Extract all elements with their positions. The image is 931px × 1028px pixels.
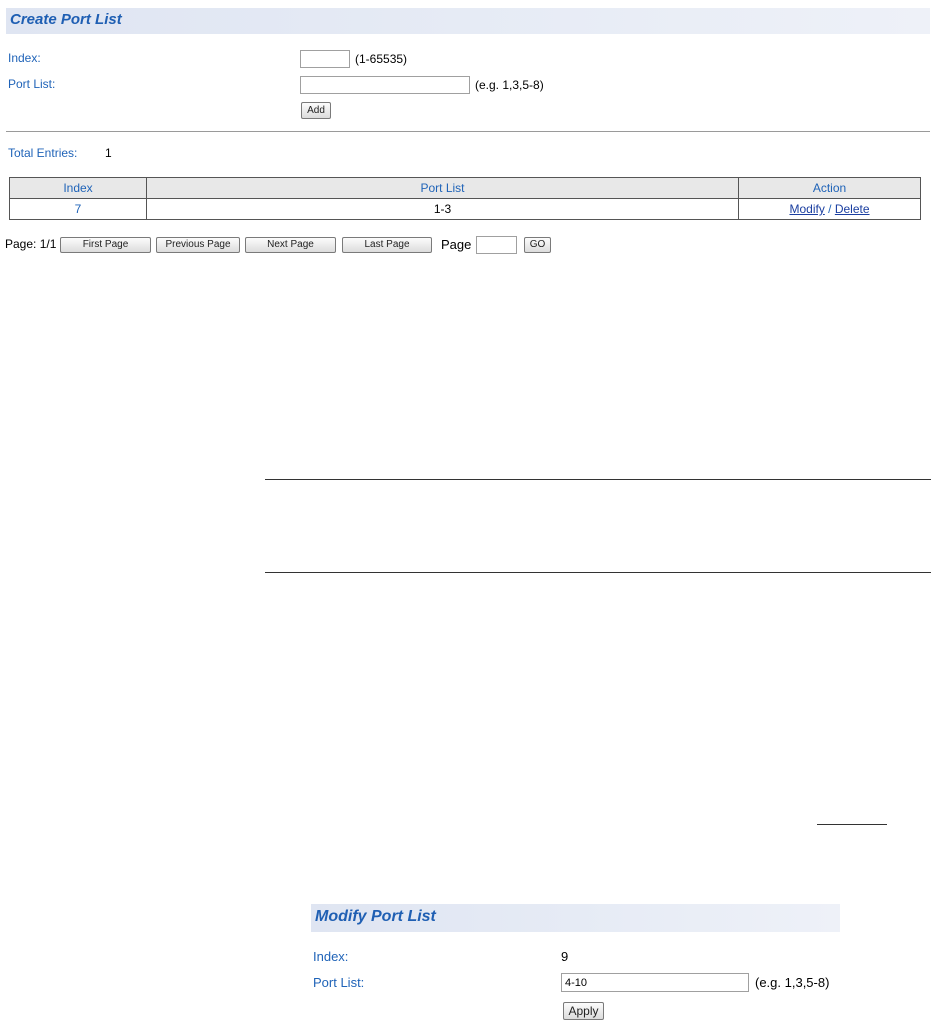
row-index-cell: 7 xyxy=(10,199,147,220)
last-page-button[interactable]: Last Page xyxy=(342,237,432,253)
modify-index-label: Index: xyxy=(313,949,349,964)
table-row xyxy=(10,199,921,220)
previous-page-button[interactable]: Previous Page xyxy=(156,237,240,253)
create-index-hint: (1-65535) xyxy=(355,52,408,66)
modify-title: Modify Port List xyxy=(315,908,436,925)
create-title: Create Port List xyxy=(10,11,122,28)
total-entries-label: Total Entries: xyxy=(8,146,78,160)
create-index-label: Index: xyxy=(8,51,41,65)
rule-top xyxy=(265,479,931,480)
port-list-table xyxy=(9,177,921,220)
add-button[interactable]: Add xyxy=(301,102,331,119)
total-entries-value: 1 xyxy=(105,146,112,160)
rule-short xyxy=(817,824,887,825)
modify-portlist-label: Port List: xyxy=(313,975,365,990)
next-page-button[interactable]: Next Page xyxy=(245,237,336,253)
create-portlist-label: Port List: xyxy=(8,77,56,91)
page-jump-label: Page xyxy=(441,237,472,252)
modify-portlist-hint: (e.g. 1,3,5-8) xyxy=(755,975,830,990)
page-jump-input[interactable] xyxy=(476,236,517,254)
table-header-row xyxy=(10,178,921,199)
modify-index-value: 9 xyxy=(561,949,569,964)
create-portlist-input[interactable] xyxy=(300,76,470,94)
first-page-button[interactable]: First Page xyxy=(60,237,151,253)
row-action-cell xyxy=(739,199,921,220)
create-portlist-hint: (e.g. 1,3,5-8) xyxy=(475,78,544,92)
page-info: Page: 1/1 xyxy=(5,237,57,251)
modify-section-header xyxy=(311,904,840,932)
row-ports-cell: 1-3 xyxy=(147,199,739,220)
divider xyxy=(6,131,930,132)
create-section-header xyxy=(6,8,930,34)
apply-button[interactable]: Apply xyxy=(563,1002,604,1020)
action-separator: / xyxy=(828,202,832,216)
modify-link[interactable]: Modify xyxy=(789,202,825,216)
rule-bottom xyxy=(265,572,931,573)
modify-portlist-input[interactable] xyxy=(561,973,749,992)
create-index-input[interactable] xyxy=(300,50,350,68)
column-header-action: Action xyxy=(739,178,921,199)
column-header-index: Index xyxy=(10,178,147,199)
column-header-port-list: Port List xyxy=(147,178,739,199)
go-button[interactable]: GO xyxy=(524,237,551,253)
delete-link[interactable]: Delete xyxy=(834,202,870,216)
